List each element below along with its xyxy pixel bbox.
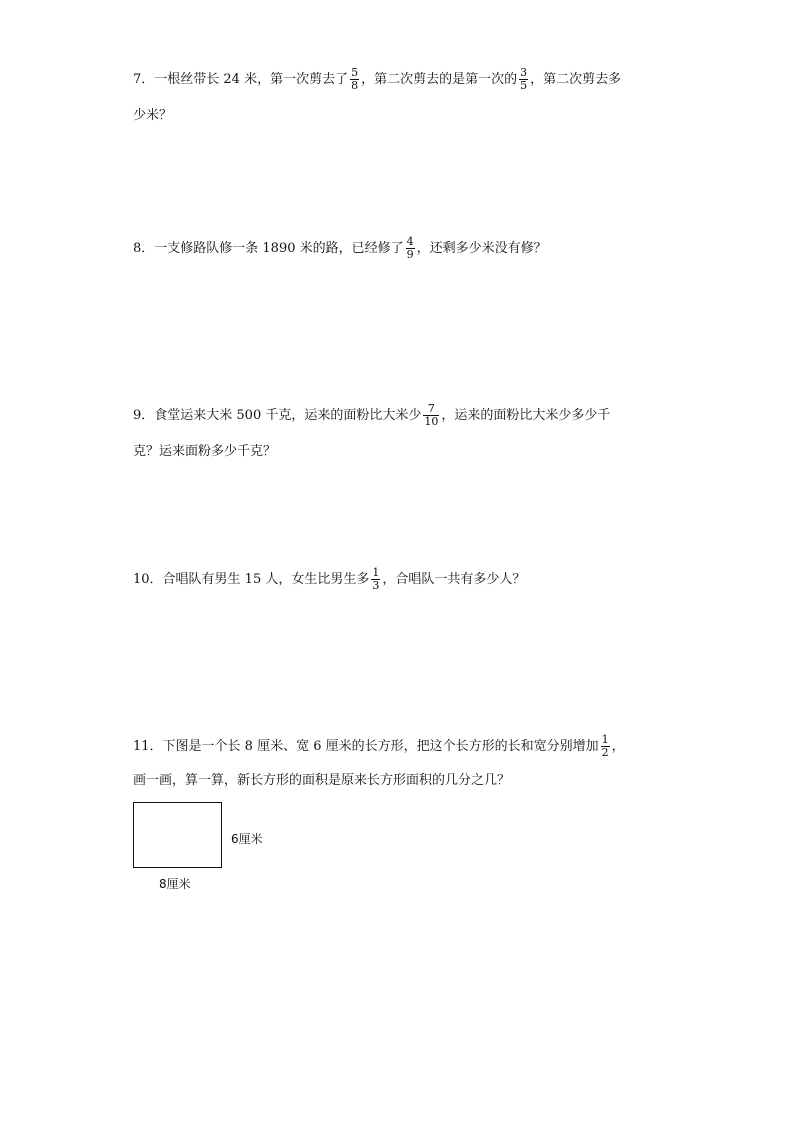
question-7 [133,66,621,130]
question-8 [133,235,547,263]
fraction-1-3: $\frac{1}{3}$ [372,566,380,592]
question-8-text: ，还剩多少米没有修？ [416,241,547,256]
question-9-text: ，运来的面粉比大米少多少千 [441,408,611,423]
fraction-5-8: $\frac{5}{8}$ [351,66,359,92]
question-10-text: ，合唱队一共有多少人？ [382,572,526,587]
question-10-text: 10．合唱队有男生 15 人，女生比男生多 [133,572,370,587]
rectangle-figure [133,802,222,868]
question-7-text: 少米？ [133,108,173,123]
width-label: 6厘米 [231,832,263,846]
question-10 [133,566,525,594]
fraction-4-9: $\frac{4}{9}$ [406,235,414,261]
question-11-text: 画一画，算一算，新长方形的面积是原来长方形面积的几分之几？ [133,773,511,788]
fraction-7-10: $\frac{7}{10}$ [424,402,439,428]
fraction-1-2: $\frac{1}{2}$ [601,733,609,759]
question-7-text: ，第二次剪去的是第一次的 [361,72,518,87]
length-label: 8厘米 [159,877,191,891]
question-9-text: 9．食堂运来大米 500 千克，运来的面粉比大米少 [133,408,422,423]
question-9-text: 克？运来面粉多少千克？ [133,444,277,459]
question-9 [133,402,610,466]
fraction-3-5: $\frac{3}{5}$ [520,66,528,92]
question-8-text: 8．一支修路队修一条 1890 米的路，已经修了 [133,241,404,256]
question-11 [133,733,625,795]
question-7-text: 7．一根丝带长 24 米，第一次剪去了 [133,72,349,87]
question-7-text: ，第二次剪去多 [530,72,622,87]
question-11-text: ， [611,739,625,754]
question-11-text: 11．下图是一个长 8 厘米、宽 6 厘米的长方形，把这个长方形的长和宽分别增加 [133,739,599,754]
